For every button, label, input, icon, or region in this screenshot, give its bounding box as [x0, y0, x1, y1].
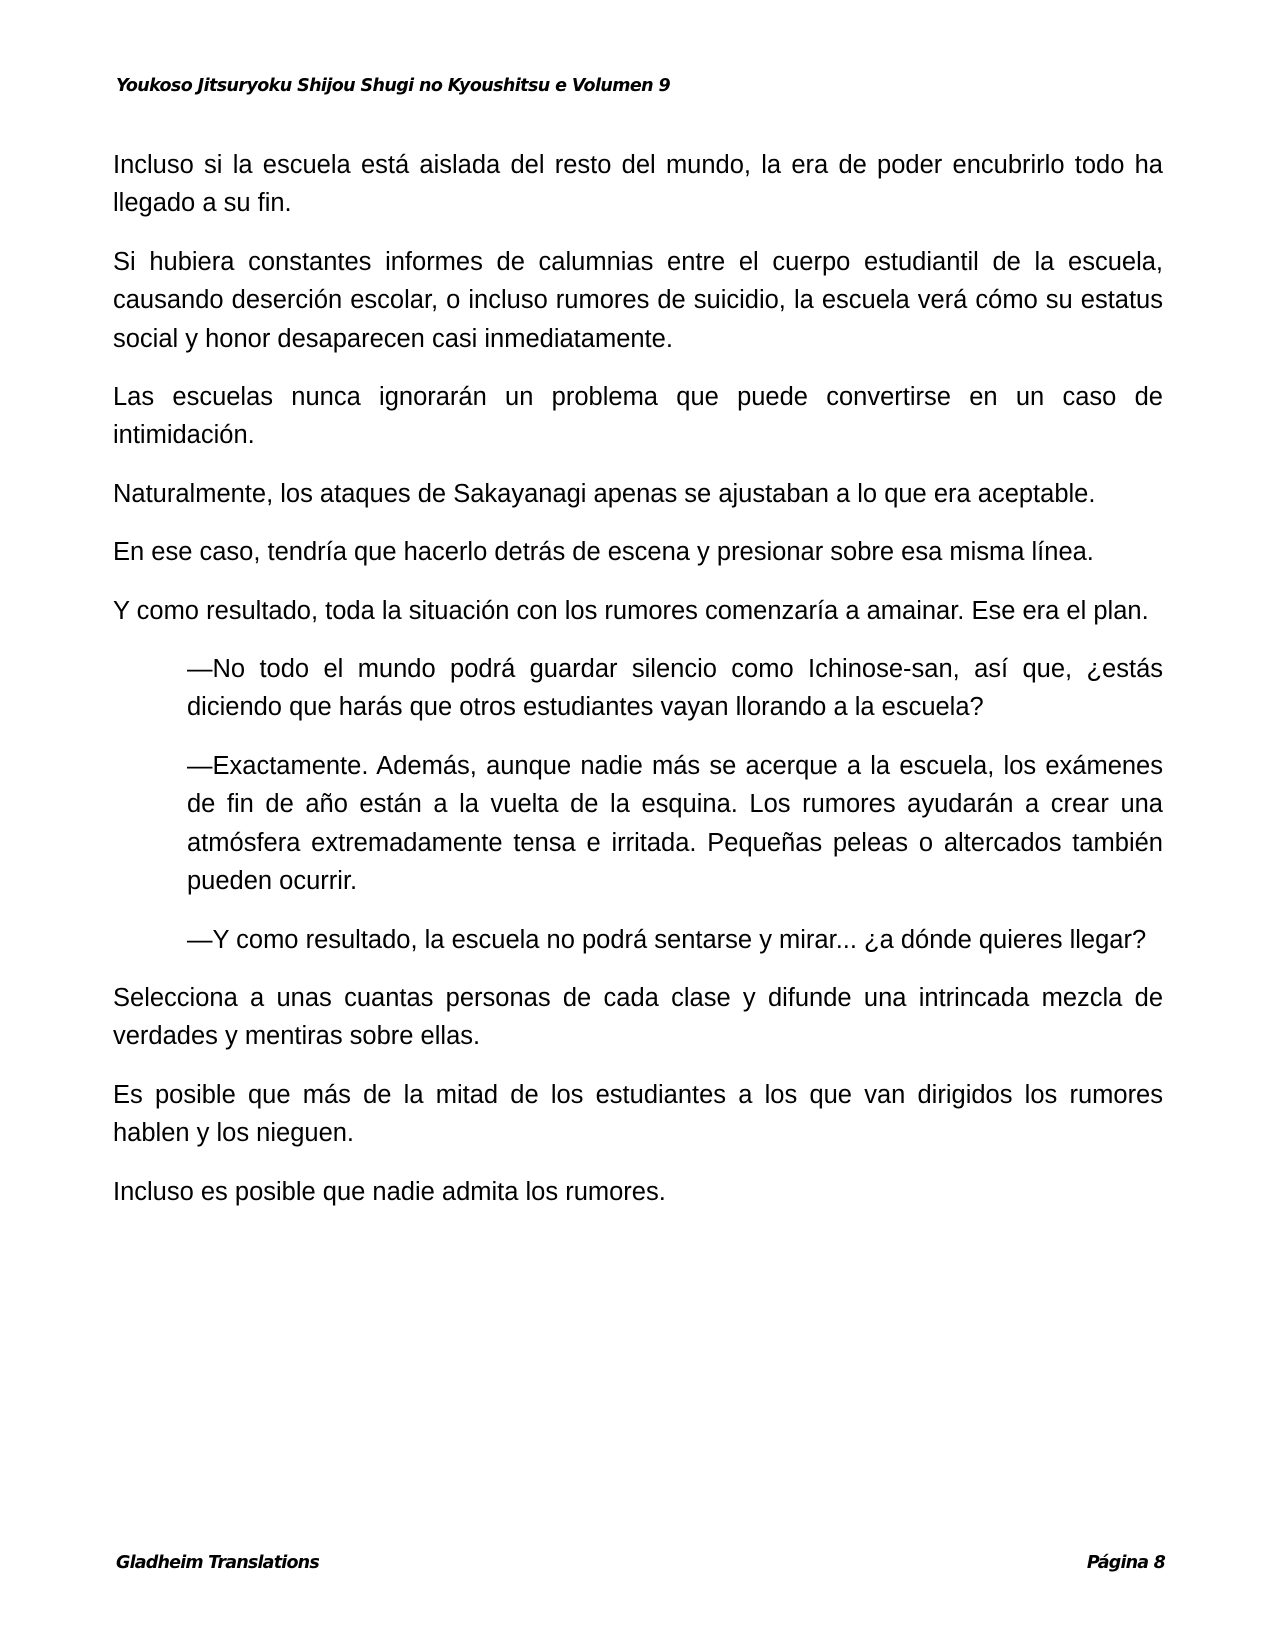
translator-credit: Gladheim Translations: [116, 1553, 319, 1573]
page-number: Página 8: [1086, 1553, 1165, 1573]
page-footer: [116, 1553, 1165, 1573]
paragraph: Incluso si la escuela está aislada del resto del mundo, la era de poder encubrirlo todo ha llegado a su fin.: [113, 151, 1163, 218]
paragraph: Selecciona a unas cuantas personas de cada clase y difunde una intrincada mezcla de verdades y mentiras sobre ellas.: [113, 983, 1163, 1051]
page-header: [116, 76, 670, 96]
document-body: [113, 146, 1163, 1231]
paragraph: Y como resultado, toda la situación con los rumores comenzaría a amainar. Ese era el plan.: [113, 596, 1149, 625]
paragraph: Naturalmente, los ataques de Sakayanagi apenas se ajustaban a lo que era aceptable.: [113, 479, 1096, 508]
book-title: Youkoso Jitsuryoku Shijou Shugi no Kyoushitsu e Volumen 9: [116, 76, 671, 96]
paragraph: Es posible que más de la mitad de los estudiantes a los que van dirigidos los rumores hablen y los nieguen.: [113, 1080, 1163, 1148]
paragraph: Si hubiera constantes informes de calumnias entre el cuerpo estudiantil de la escuela, causando deserción escolar, o incluso rumores de suicidio, la escuela verá cómo su estatus social y honor desaparecen casi inmediatamente.: [113, 247, 1163, 353]
dialogue-paragraph: —Y como resultado, la escuela no podrá sentarse y mirar... ¿a dónde quieres llegar?: [187, 925, 1147, 954]
dialogue-paragraph: —Exactamente. Además, aunque nadie más se acerque a la escuela, los exámenes de fin de año están a la vuelta de la esquina. Los rumores ayudarán a crear una atmósfera extremadamente tensa e irritada. Pequeñas peleas o altercados también pueden ocurrir.: [187, 751, 1163, 896]
paragraph: Incluso es posible que nadie admita los rumores.: [113, 1177, 666, 1206]
paragraph: Las escuelas nunca ignorarán un problema que puede convertirse en un caso de intimidación.: [113, 383, 1163, 450]
dialogue-paragraph: —No todo el mundo podrá guardar silencio como Ichinose-san, así que, ¿estás diciendo que harás que otros estudiantes vayan llorando a la escuela?: [187, 655, 1163, 722]
paragraph: En ese caso, tendría que hacerlo detrás de escena y presionar sobre esa misma línea.: [113, 538, 1094, 567]
